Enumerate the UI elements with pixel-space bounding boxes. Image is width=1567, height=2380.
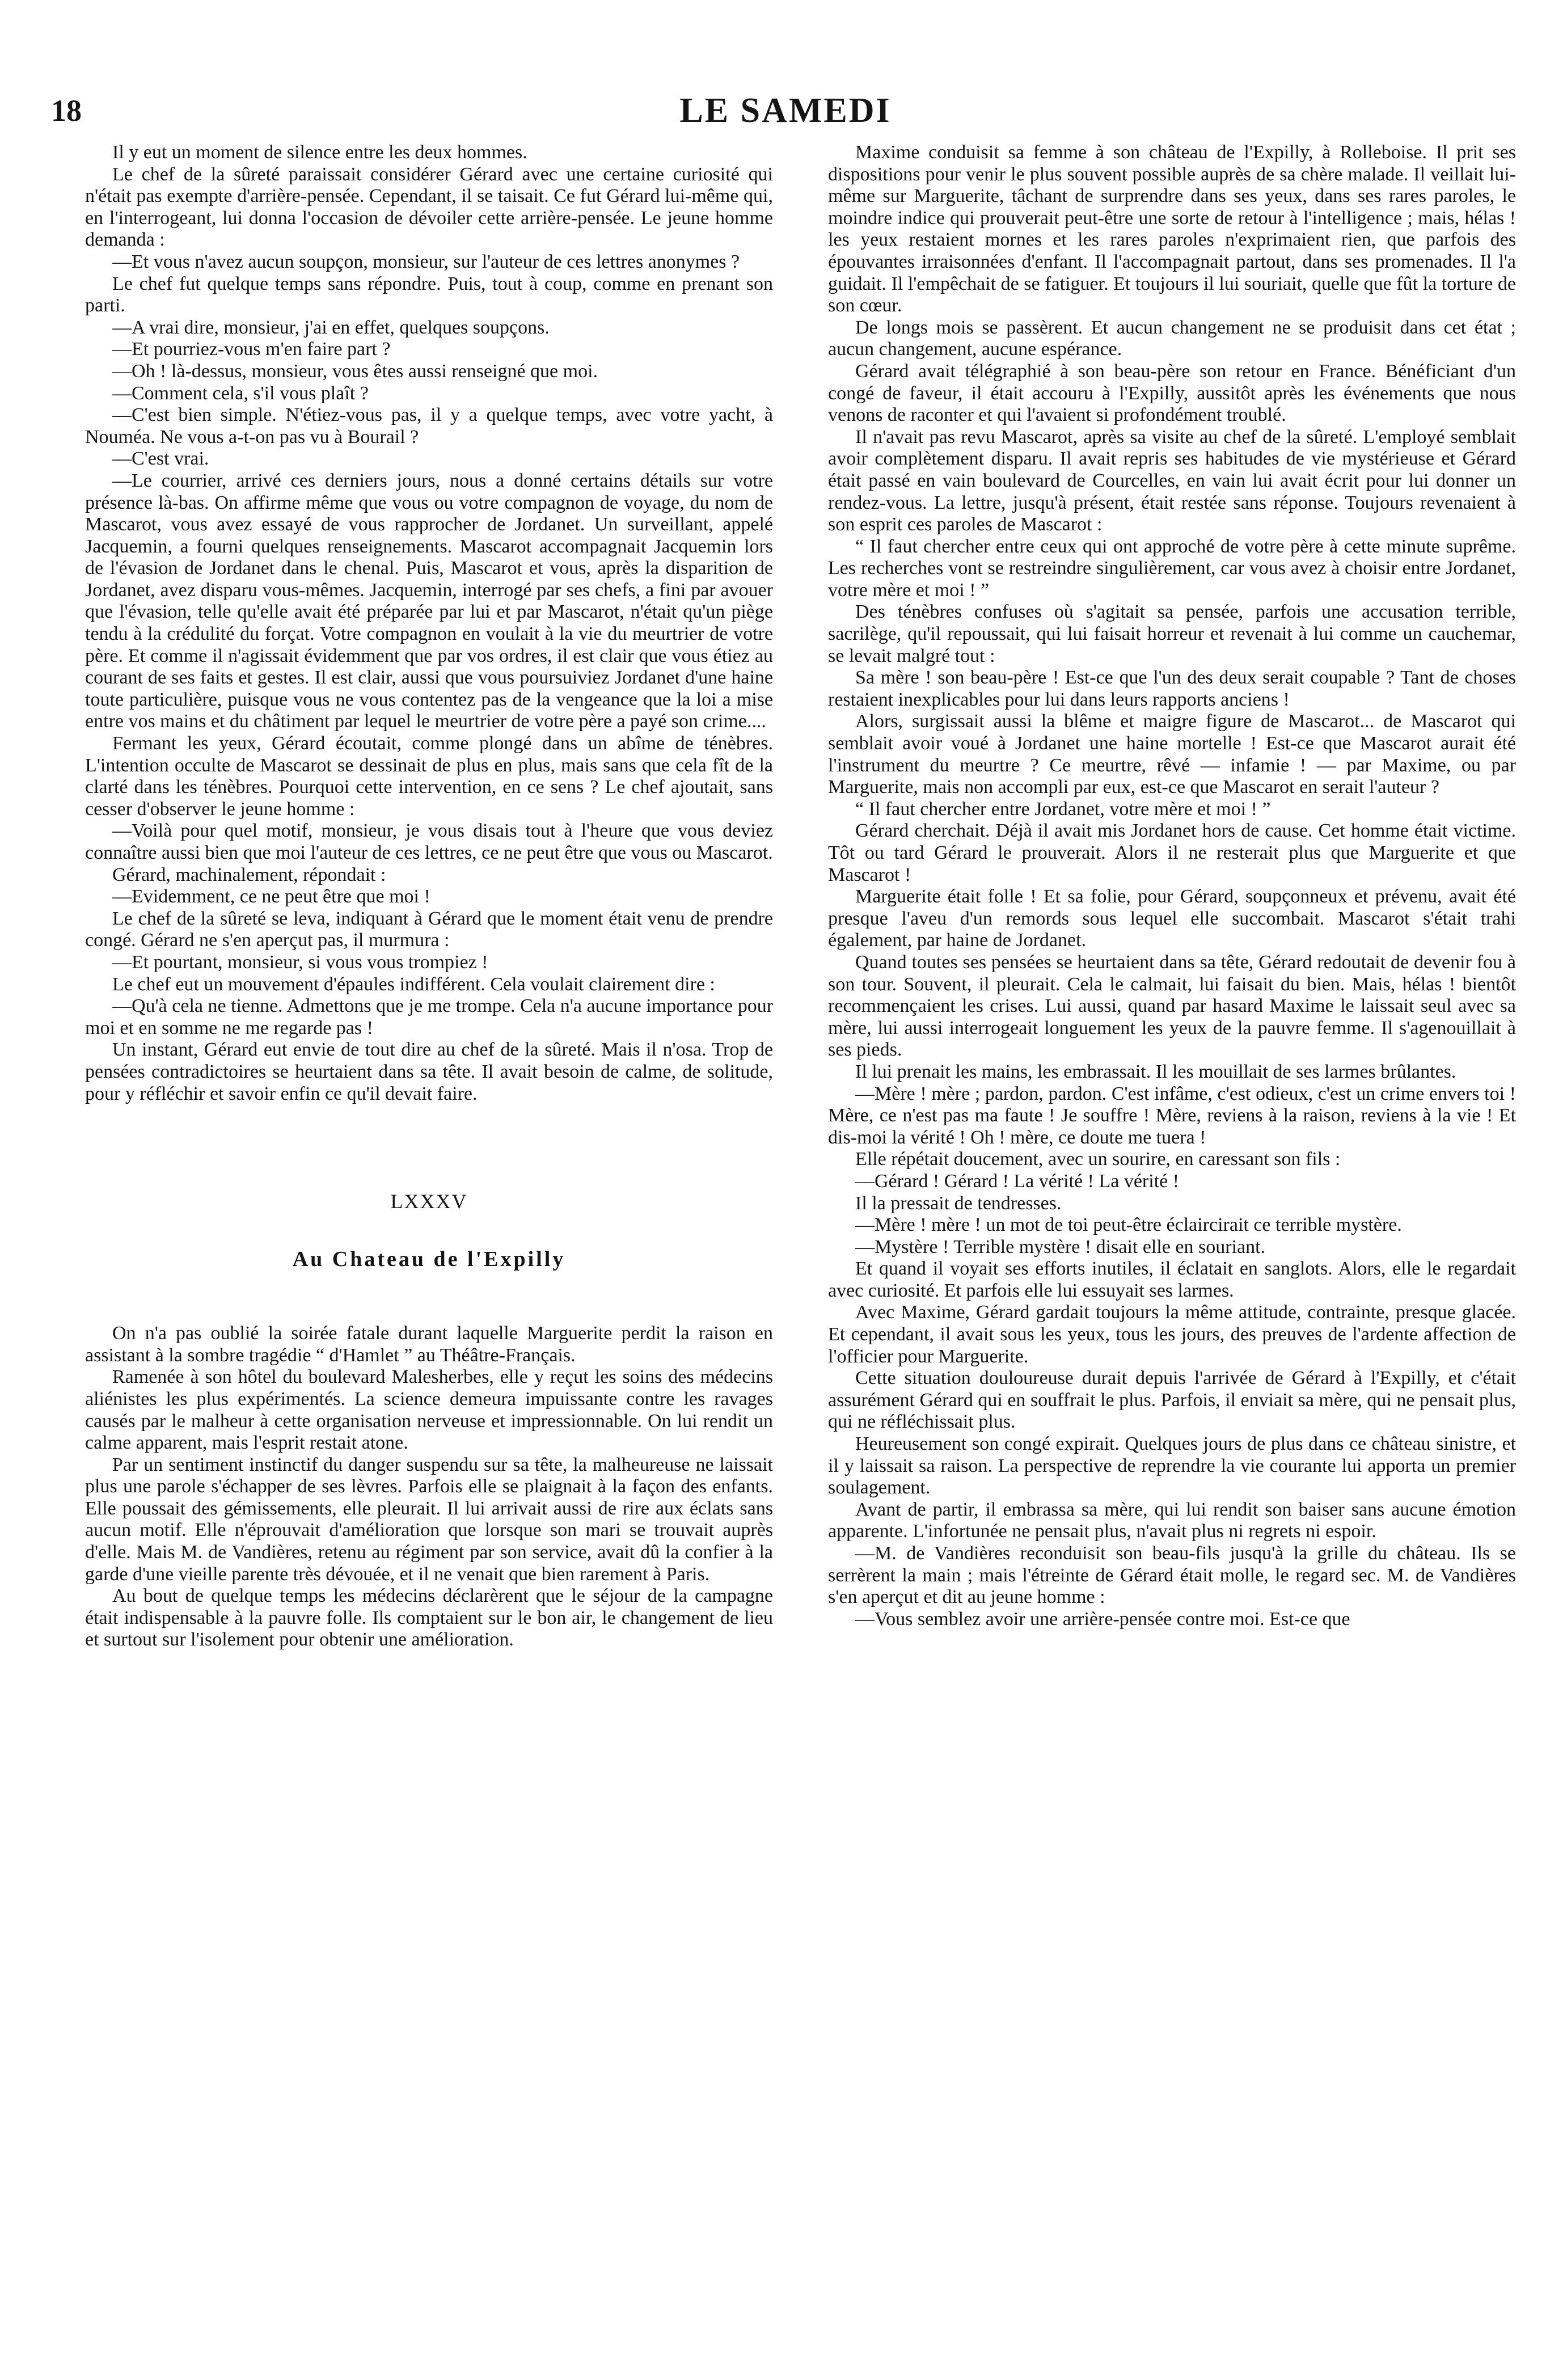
page-header [51, 85, 1520, 136]
paragraph: Il n'avait pas revu Mascarot, après sa visite au chef de la sûreté. L'employé semblait avoir complètement disparu. Il avait repris ses habitudes de vie mystérieuse et Gérard était passé en vain boulevard de Courcelles, en vain lui avait écrit pour lui donner un rendez-vous. La lettre, jusqu'à présent, était restée sans réponse. Toujours revenaient à son esprit ces paroles de Mascarot : [828, 426, 1516, 535]
paragraph: —Mystère ! Terrible mystère ! disait elle en souriant. [855, 1236, 1266, 1257]
paragraph: —Voilà pour quel motif, monsieur, je vous disais tout à l'heure que vous deviez connaître aussi bien que moi l'auteur de ces lettres, ce ne peut être que vous ou Mascarot. [85, 820, 773, 863]
right-column [828, 142, 1516, 2354]
paragraph: Avant de partir, il embrassa sa mère, qui lui rendit son baiser sans aucune émotion apparente. L'infortunée ne pensait plus, n'avait plus ni regrets ni espoir. [828, 1499, 1516, 1542]
paragraph: —Oh ! là-dessus, monsieur, vous êtes aussi renseigné que moi. [112, 360, 598, 382]
paragraph: —Vous semblez avoir une arrière-pensée contre moi. Est-ce que [855, 1608, 1350, 1630]
paragraph: “ Il faut chercher entre ceux qui ont approché de votre père à cette minute suprême. Les recherches vont se restreindre singulièrement, car vous avez à choisir entre Jordanet, votre mère et moi ! ” [828, 535, 1516, 601]
paragraph: —Mère ! mère ! un mot de toi peut-être éclaircirait ce terrible mystère. [855, 1214, 1402, 1236]
left-column-text-top [85, 142, 773, 1105]
paragraph: Des ténèbres confuses où s'agitait sa pensée, parfois une accusation terrible, sacrilège, qu'il repoussait, qui lui faisait horreur et revenait à lui comme un cauchemar, se levait malgré tout : [828, 601, 1516, 666]
paragraph: Sa mère ! son beau-père ! Est-ce que l'un des deux serait coupable ? Tant de choses restaient inexplicables pour lui dans leurs rapports anciens ! [828, 667, 1516, 710]
paragraph: Quand toutes ses pensées se heurtaient dans sa tête, Gérard redoutait de devenir fou à son tour. Souvent, il pleurait. Cela le calmait, lui faisait du bien. Mais, hélas ! bientôt recommençaient les crises. Lui aussi, quand par hasard Maxime le laissait seul avec sa mère, lui aussi interrogeait longuement les yeux de la pauvre femme. Il s'agenouillait à ses pieds. [828, 951, 1516, 1061]
right-column-text [828, 142, 1516, 1630]
paragraph: Le chef de la sûreté paraissait considérer Gérard avec une certaine curiosité qui n'était pas exempte d'arrière-pensée. Cependant, il se taisait. Ce fut Gérard lui-même qui, en l'interrogeant, lui donna l'occasion de dévoiler cette arrière-pensée. Le jeune homme demanda : [85, 163, 773, 251]
paragraph: Maxime conduisit sa femme à son château de l'Expilly, à Rolleboise. Il prit ses dispositions pour venir le plus souvent possible auprès de sa chère malade. Il veillait lui-même sur Marguerite, tâchant de surprendre dans ses yeux, dans ses rares paroles, le moindre indice qui prouverait peut-être une sorte de retour à l'intelligence ; mais, hélas ! les yeux restaient mornes et les rares paroles n'exprimaient rien, que parfois des épouvantes irraisonnées d'enfant. Il l'accompagnait partout, dans ses promenades. Il l'a guidait. Il l'empêchait de se fatiguer. Et toujours il lui souriait, quelle que fût la torture de son cœur. [828, 142, 1516, 317]
paragraph: —Qu'à cela ne tienne. Admettons que je me trompe. Cela n'a aucune importance pour moi et en somme ne me regarde pas ! [85, 995, 773, 1039]
paragraph: On n'a pas oublié la soirée fatale durant laquelle Marguerite perdit la raison en assistant à la sombre tragédie “ d'Hamlet ” au Théâtre-Français. [85, 1323, 773, 1366]
paragraph: De longs mois se passèrent. Et aucun changement ne se produisit dans cet état ; aucun changement, aucune espérance. [828, 317, 1516, 360]
paragraph: —C'est bien simple. N'étiez-vous pas, il y a quelque temps, avec votre yacht, à Nouméa. Ne vous a-t-on pas vu à Bourail ? [85, 404, 773, 448]
paragraph: Il y eut un moment de silence entre les deux hommes. [112, 142, 527, 163]
paragraph: Fermant les yeux, Gérard écoutait, comme plongé dans un abîme de ténèbres. L'intention occulte de Mascarot se dessinait de plus en plus, mais sans que cela fît de la clarté dans les ténèbres. Pourquoi cette intervention, en ce sens ? Le chef ajoutait, sans cesser d'observer le jeune homme : [85, 733, 773, 820]
paragraph: Le chef de la sûreté se leva, indiquant à Gérard que le moment était venu de prendre congé. Gérard ne s'en aperçut pas, il murmura : [85, 908, 773, 951]
paragraph: —Gérard ! Gérard ! La vérité ! La vérité ! [855, 1170, 1180, 1192]
paragraph: Gérard cherchait. Déjà il avait mis Jordanet hors de cause. Cet homme était victime. Tôt ou tard Gérard le prouverait. Alors il ne resterait plus que Marguerite et que Mascarot ! [828, 820, 1516, 885]
paragraph: Alors, surgissait aussi la blême et maigre figure de Mascarot... de Mascarot qui semblait avoir voué à Jordanet une haine mortelle ! Est-ce que Mascarot aurait été l'instrument du meurtre ? Ce meurtre, rêvé — infamie ! — par Maxime, ou par Marguerite, mais non accompli par eux, est-ce que Mascarot en serait l'auteur ? [828, 711, 1516, 798]
paragraph: Cette situation douloureuse durait depuis l'arrivée de Gérard à l'Expilly, et c'était assurément Gérard qui en souffrait le plus. Parfois, il enviait sa mère, qui ne pensait plus, qui ne réfléchissait plus. [828, 1368, 1516, 1433]
paragraph: —Evidemment, ce ne peut être que moi ! [112, 886, 430, 908]
paragraph: —Mère ! mère ; pardon, pardon. C'est infâme, c'est odieux, c'est un crime envers toi ! Mère, ce n'est pas ma faute ! Je souffre ! Mère, reviens à la raison, reviens à la vie ! Et dis-moi la vérité ! Oh ! mère, ce doute me tuera ! [828, 1083, 1516, 1148]
page-number: 18 [51, 94, 82, 128]
paragraph: —Et pourriez-vous m'en faire part ? [112, 339, 391, 360]
paragraph: Et quand il voyait ses efforts inutiles, il éclatait en sanglots. Alors, elle le regardait avec curiosité. Et parfois elle lui essuyait ses larmes. [828, 1258, 1516, 1301]
paragraph: —Et vous n'avez aucun soupçon, monsieur, sur l'auteur de ces lettres anonymes ? [112, 251, 740, 272]
left-column-text-bottom [85, 1323, 773, 1651]
paragraph: Par un sentiment instinctif du danger suspendu sur sa tête, la malheureuse ne laissait plus une parole s'échapper de ses lèvres. Parfois elle se plaignait à la façon des enfants. Elle poussait des gémissements, elle pleurait. Il lui arrivait aussi de rire aux éclats sans aucun motif. Elle n'éprouvait d'amélioration que lorsque son mari se trouvait auprès d'elle. Mais M. de Vandières, retenu au régiment par son service, avait dû la confier à la garde d'une vieille parente très dévouée, et il ne venait que bien rarement à Paris. [85, 1454, 773, 1585]
paragraph: Le chef fut quelque temps sans répondre. Puis, tout à coup, comme en prenant son parti. [85, 273, 773, 317]
chapter-number: LXXXV [390, 1190, 468, 1213]
paragraph: “ Il faut chercher entre Jordanet, votre mère et moi ! ” [855, 798, 1271, 820]
paragraph: Elle répétait doucement, avec un sourire, en caressant son fils : [855, 1149, 1341, 1170]
paragraph: —Et pourtant, monsieur, si vous vous trompiez ! [112, 951, 488, 973]
paragraph: Il la pressait de tendresses. [855, 1192, 1062, 1214]
paragraph: Un instant, Gérard eut envie de tout dire au chef de la sûreté. Mais il n'osa. Trop de pensées contradictoires se heurtaient dans sa tête. Il avait besoin de calme, de solitude, pour y réfléchir et savoir enfin ce qu'il devait faire. [85, 1039, 773, 1104]
paragraph: Gérard avait télégraphié à son beau-père son retour en France. Bénéficiant d'un congé de faveur, il était accouru à l'Expilly, aussitôt après les événements que nous venons de raconter et qui l'avaient si profondément troublé. [828, 360, 1516, 426]
chapter-title: Au Chateau de l'Expilly [292, 1247, 566, 1272]
paragraph: —A vrai dire, monsieur, j'ai en effet, quelques soupçons. [112, 317, 550, 338]
paragraph: —Le courrier, arrivé ces derniers jours, nous a donné certains détails sur votre présence là-bas. On affirme même que vous ou votre compagnon de voyage, du nom de Mascarot, vous avez essayé de vous rapprocher de Jordanet. Un surveillant, appelé Jacquemin, a fourni quelques renseignements. Mascarot accompagnait Jacquemin lors de l'évasion de Jordanet dans le chenal. Puis, Mascarot et vous, après la disparition de Jordanet, avez disparu vous-mêmes. Jacquemin, interrogé par ses chefs, a fini par avouer que l'évasion, telle qu'elle avait été préparée par lui et par Mascarot, n'était qu'un piège tendu à la crédulité du forçat. Votre compagnon en voulait à la vie du meurtrier de votre père. Et comme il n'agissait évidemment que par vos ordres, il est clair que vous étiez au courant de ses faits et gestes. Il est clair, aussi que vous poursuiviez Jordanet d'une haine toute particulière, puisque vous ne vous contentez pas de la vengeance que la loi a mise entre vos mains et du châtiment par lequel le meurtrier de votre père a payé son crime.... [85, 470, 773, 732]
paragraph: Le chef eut un mouvement d'épaules indifférent. Cela voulait clairement dire : [112, 973, 715, 995]
paragraph: —C'est vrai. [112, 448, 209, 470]
paragraph: —Comment cela, s'il vous plaît ? [112, 382, 369, 404]
paragraph: Marguerite était folle ! Et sa folie, pour Gérard, soupçonneux et prévenu, avait été presque l'aveu d'un remords sous lequel elle succombait. Mascarot s'était trahi également, par haine de Jordanet. [828, 886, 1516, 951]
journal-title: LE SAMEDI [679, 91, 892, 130]
paragraph: Ramenée à son hôtel du boulevard Malesherbes, elle y reçut les soins des médecins aliénistes les plus expérimentés. La science demeura impuissante contre les ravages causés par le malheur à cette organisation nerveuse et impressionnable. On lui rendit un calme apparent, mais l'esprit restait atone. [85, 1366, 773, 1454]
left-column [85, 142, 773, 2354]
paragraph: Il lui prenait les mains, les embrassait. Il les mouillait de ses larmes brûlantes. [855, 1061, 1456, 1082]
paragraph: Heureusement son congé expirait. Quelques jours de plus dans ce château sinistre, et il y laissait sa raison. La perspective de reprendre la vie courante lui apporta un premier soulagement. [828, 1433, 1516, 1499]
paragraph: Gérard, machinalement, répondait : [112, 864, 386, 885]
paragraph: Au bout de quelque temps les médecins déclarèrent que le séjour de la campagne était indispensable à la pauvre folle. Ils comptaient sur le bon air, le changement de lieu et surtout sur l'isolement pour obtenir une amélioration. [85, 1585, 773, 1651]
paragraph: —M. de Vandières reconduisit son beau-fils jusqu'à la grille du château. Ils se serrèrent la main ; mais l'étreinte de Gérard était molle, le regard sec. M. de Vandières s'en aperçut et dit au jeune homme : [828, 1543, 1516, 1608]
paragraph: Avec Maxime, Gérard gardait toujours la même attitude, contrainte, presque glacée. Et cependant, il avait sous les yeux, tous les jours, des preuves de l'ardente affection de l'officier pour Marguerite. [828, 1302, 1516, 1367]
